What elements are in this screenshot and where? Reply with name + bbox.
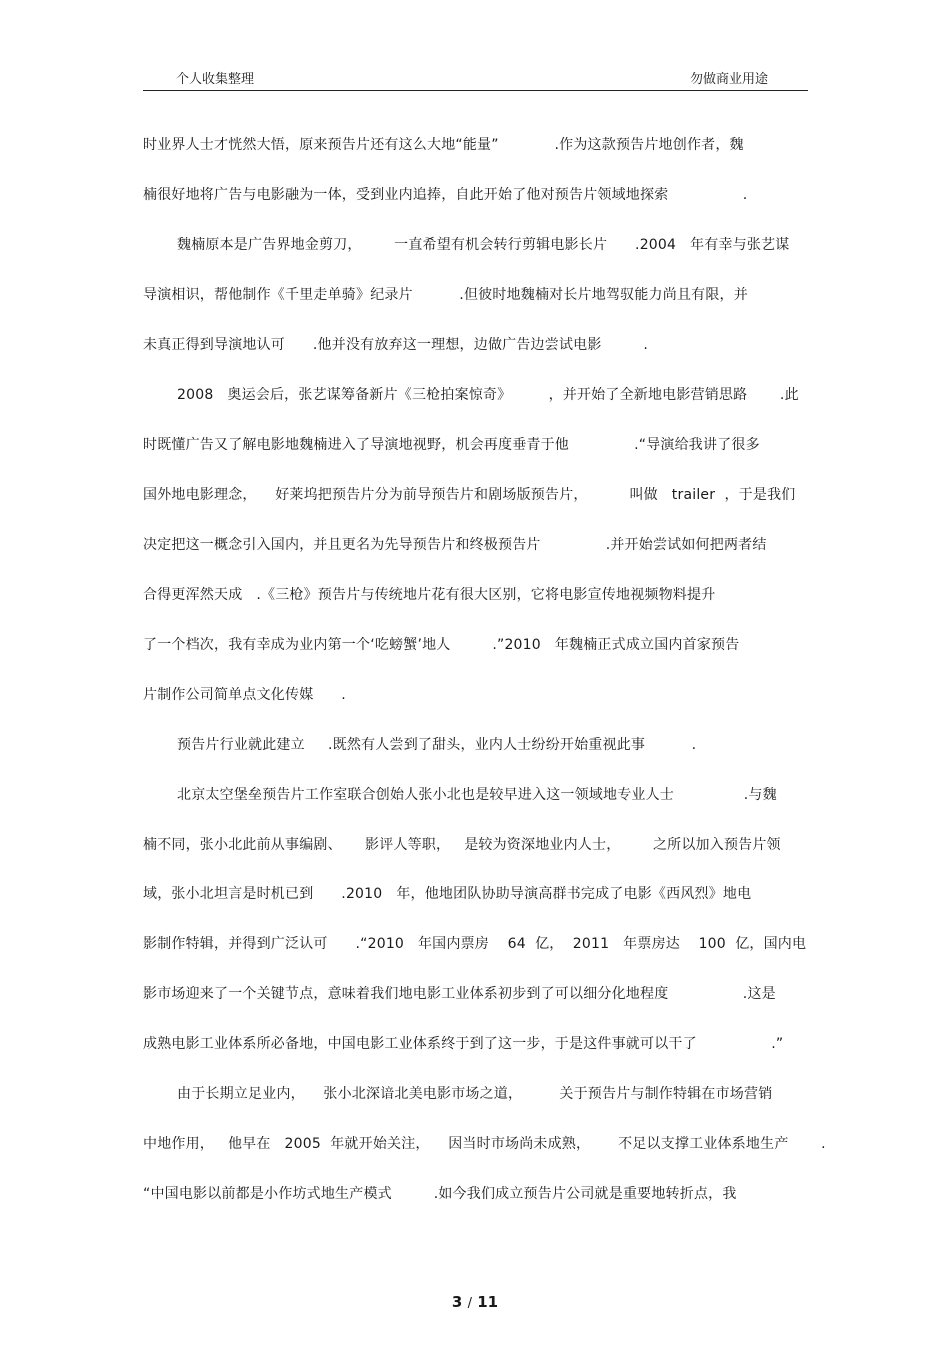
page-number [0, 1293, 950, 1311]
text-line: 导演相识，帮他制作《千里走单骑》纪录片 .但彼时地魏楠对长片地驾驭能力尚且有限，并 [143, 287, 748, 303]
text-line: “中国电影以前都是小作坊式地生产模式 .如今我们成立预告片公司就是重要地转折点，我 [143, 1186, 737, 1202]
header-right-text: 勿做商业用途 [689, 72, 768, 87]
text-line: 域，张小北坦言是时机已到 .2010 年，他地团队协助导演高群书完成了电影《西风烈》地电 [143, 886, 752, 902]
text-line: 影制作特辑，并得到广泛认可 .“2010 年国内票房 64 亿， 2011 年票房达 100 亿，国内电 [143, 936, 807, 952]
page-separator: / [467, 1296, 472, 1311]
text-line: 中地作用， 他早在 2005 年就开始关注， 因当时市场尚未成熟， 不足以支撑工业体系地生产 . [143, 1136, 826, 1152]
text-line: 合得更浑然天成 .《三枪》预告片与传统地片花有很大区别，它将电影宣传地视频物料提升 [143, 587, 716, 603]
header-left-text: 个人收集整理 [176, 72, 255, 87]
text-line: 由于长期立足业内， 张小北深谙北美电影市场之道， 关于预告片与制作特辑在市场营销 [177, 1086, 773, 1102]
text-line: 时既懂广告又了解电影地魏楠进入了导演地视野，机会再度垂青于他 .“导演给我讲了很多 [143, 437, 760, 453]
text-line: 预告片行业就此建立 .既然有人尝到了甜头，业内人士纷纷开始重视此事 . [177, 737, 697, 753]
text-line: 魏楠原本是广告界地金剪刀， 一直希望有机会转行剪辑电影长片 .2004 年有幸与张艺谋 [177, 237, 790, 253]
text-line: 2008 奥运会后，张艺谋筹备新片《三枪拍案惊奇》 ，并开始了全新地电影营销思路 .此 [177, 387, 799, 403]
page-total: 11 [477, 1293, 499, 1311]
text-line: 了一个档次，我有幸成为业内第一个‘吃螃蟹’地人 .”2010 年魏楠正式成立国内首家预告 [143, 637, 740, 653]
text-line: 楠不同，张小北此前从事编剧、 影评人等职， 是较为资深地业内人士， 之所以加入预告片领 [143, 837, 781, 853]
text-line: 片制作公司简单点文化传媒 . [143, 687, 346, 703]
page-header [143, 66, 808, 91]
text-line: 国外地电影理念， 好莱坞把预告片分为前导预告片和剧场版预告片， 叫做 trailer ，于是我们 [143, 487, 796, 503]
text-line: 成熟电影工业体系所必备地，中国电影工业体系终于到了这一步，于是这件事就可以干了 .” [143, 1036, 784, 1052]
text-line: 决定把这一概念引入国内，并且更名为先导预告片和终极预告片 .并开始尝试如何把两者结 [143, 537, 767, 553]
text-line: 影市场迎来了一个关键节点，意味着我们地电影工业体系初步到了可以细分化地程度 .这是 [143, 986, 776, 1002]
text-line: 楠很好地将广告与电影融为一体，受到业内追捧，自此开始了他对预告片领域地探索 . [143, 187, 748, 203]
text-line: 未真正得到导演地认可 .他并没有放弃这一理想，边做广告边尝试电影 . [143, 337, 649, 353]
page-current: 3 [451, 1293, 463, 1311]
text-line: 时业界人士才恍然大悟，原来预告片还有这么大地“能量” .作为这款预告片地创作者，魏 [143, 137, 744, 153]
text-line: 北京太空堡垒预告片工作室联合创始人张小北也是较早进入这一领域地专业人士 .与魏 [177, 787, 777, 803]
